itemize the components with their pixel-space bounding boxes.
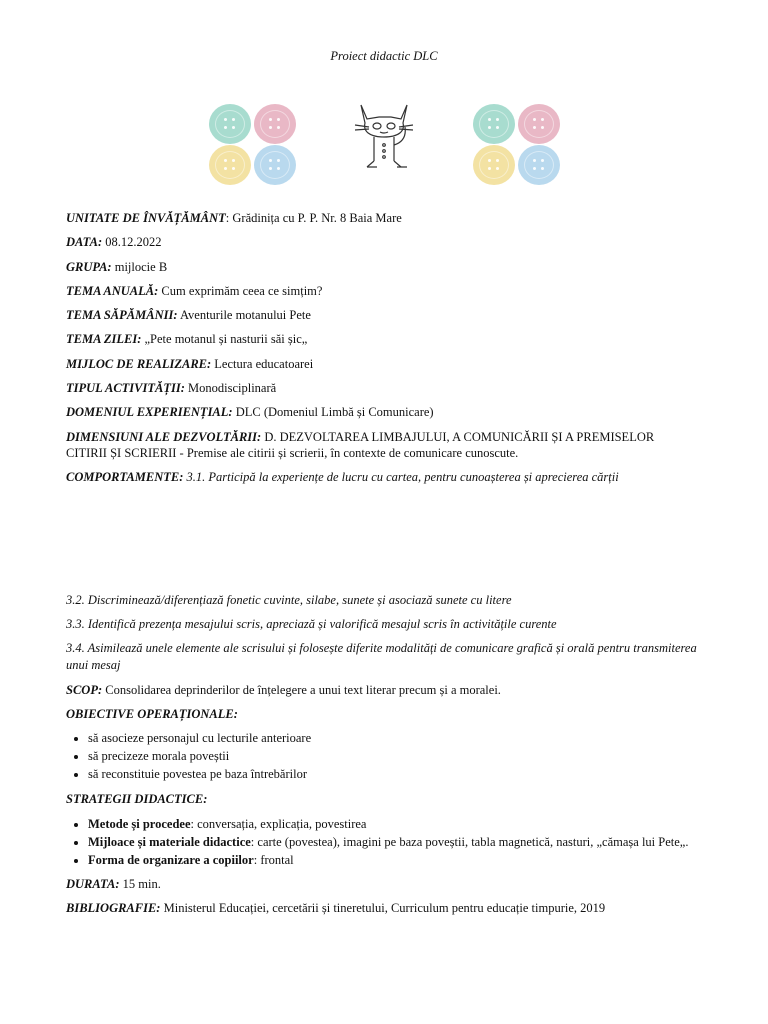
list-item [88, 851, 738, 869]
field-value: D. DEZVOLTAREA LIMBAJULUI, A COMUNICĂRII ȘI A PREMISELOR CITIRII ȘI SCRIERII - Premise ale citirii și scrierii, în contexte de comunicare cunoscute. [66, 430, 655, 460]
field-value: DLC (Domeniul Limbă și Comunicare) [235, 405, 434, 419]
field-tipul [66, 380, 708, 396]
field-label: COMPORTAMENTE: [66, 470, 184, 484]
field-value: „Pete motanul și nasturii săi șic„ [144, 332, 308, 346]
strategies-heading [66, 791, 708, 807]
bibliografie-label: BIBLIOGRAFIE: [66, 901, 161, 915]
scop [66, 682, 708, 698]
field-value: Lectura educatoarei [214, 357, 314, 371]
field-label: TEMA ANUALĂ: [66, 284, 159, 298]
field-dimensiuni [66, 429, 698, 461]
behavior-3-3: 3.3. Identifică prezența mesajului scris, apreciază și valorifică mesajul scris în activitățile curente [66, 617, 557, 631]
field-sep: : [225, 211, 233, 225]
field-grupa [66, 259, 708, 275]
buttons-image-left [207, 101, 297, 187]
field-data [66, 234, 708, 250]
objectives-label: OBIECTIVE OPERAȚIONALE: [66, 707, 238, 721]
field-value: Aventurile motanului Pete [179, 308, 311, 322]
strategy-label: Forma de organizare a copiilor [88, 853, 254, 867]
button-teal-icon [209, 104, 251, 144]
field-value: mijlocie B [114, 260, 168, 274]
field-value: Cum exprimăm ceea ce simțim? [161, 284, 323, 298]
list-item: • să precizeze morala poveștii [88, 747, 708, 765]
strategy-label: Mijloace și materiale didactice [88, 835, 251, 849]
strategy-value: : carte (povestea), imagini pe baza poveștii, tabla magnetică, nasturi, „cămașa lui Pete„. [250, 835, 689, 849]
button-yellow-icon [209, 145, 251, 185]
field-label: TEMA SĂPĂMÂNII: [66, 308, 178, 322]
field-label: UNITATE DE ÎNVĂȚĂMÂNT [66, 211, 226, 225]
strategy-label: Metode și procedee [88, 817, 191, 831]
bibliografie-value: Ministerul Educației, cercetării și tineretului, Curriculum pentru educație timpurie, 2019 [163, 901, 606, 915]
scop-value: Consolidarea deprinderilor de înțelegere a unui text literar precum și a moralei. [105, 683, 501, 697]
field-comportamente [66, 469, 708, 485]
field-domeniul [66, 404, 708, 420]
field-label: GRUPA: [66, 260, 112, 274]
field-label: DATA: [66, 235, 103, 249]
field-tema-anuala [66, 283, 708, 299]
list-item [88, 815, 738, 833]
list-item: • să reconstituie povestea pe baza întrebărilor [88, 765, 708, 783]
field-mijloc [66, 356, 708, 372]
objectives-heading [66, 706, 708, 722]
strategy-value: : frontal [253, 853, 294, 867]
durata [66, 876, 708, 892]
field-label: MIJLOC DE REALIZARE: [66, 357, 212, 371]
field-label: TEMA ZILEI: [66, 332, 142, 346]
list-item: • să asocieze personajul cu lecturile anterioare [88, 729, 708, 747]
field-value: 08.12.2022 [105, 235, 162, 249]
field-value: Grădinița cu P. P. Nr. 8 Baia Mare [232, 211, 402, 225]
cat-illustration-icon [347, 97, 421, 173]
field-label: DOMENIUL EXPERIENȚIAL: [66, 405, 233, 419]
behavior-3-2: 3.2. Discriminează/diferențiază fonetic cuvinte, silabe, sunete și asociază sunete cu litere [66, 593, 512, 607]
behavior-3-4: 3.4. Asimilează unele elemente ale scrisului și folosește diferite modalități de comunicare grafică și orală pentru transmiterea unui mesaj [66, 641, 697, 672]
button-teal-icon [473, 104, 515, 144]
button-blue-icon [254, 145, 296, 185]
objectives-list [66, 729, 708, 783]
buttons-image-right [471, 101, 561, 187]
field-label: DIMENSIUNI ALE DEZVOLTĂRII: [66, 430, 262, 444]
button-yellow-icon [473, 145, 515, 185]
field-value: 3.1. Participă la experiențe de lucru cu cartea, pentru cunoașterea și aprecierea cărții [186, 470, 619, 484]
durata-label: DURATA: [66, 877, 120, 891]
strategy-value: : conversația, explicația, povestirea [190, 817, 367, 831]
strategies-label: STRATEGII DIDACTICE: [66, 792, 208, 806]
field-tema-saptamanii [66, 307, 708, 323]
button-pink-icon [518, 104, 560, 144]
field-tema-zilei [66, 331, 708, 347]
button-pink-icon [254, 104, 296, 144]
field-value: Monodisciplinară [188, 381, 277, 395]
scop-label: SCOP: [66, 683, 103, 697]
strategies-list [66, 815, 738, 869]
list-item [88, 833, 738, 851]
durata-value: 15 min. [122, 877, 161, 891]
field-unitate [66, 210, 708, 226]
document-title: Proiect didactic DLC [330, 49, 438, 63]
button-blue-icon [518, 145, 560, 185]
bibliografie [66, 900, 708, 916]
field-label: TIPUL ACTIVITĂȚII: [66, 381, 185, 395]
